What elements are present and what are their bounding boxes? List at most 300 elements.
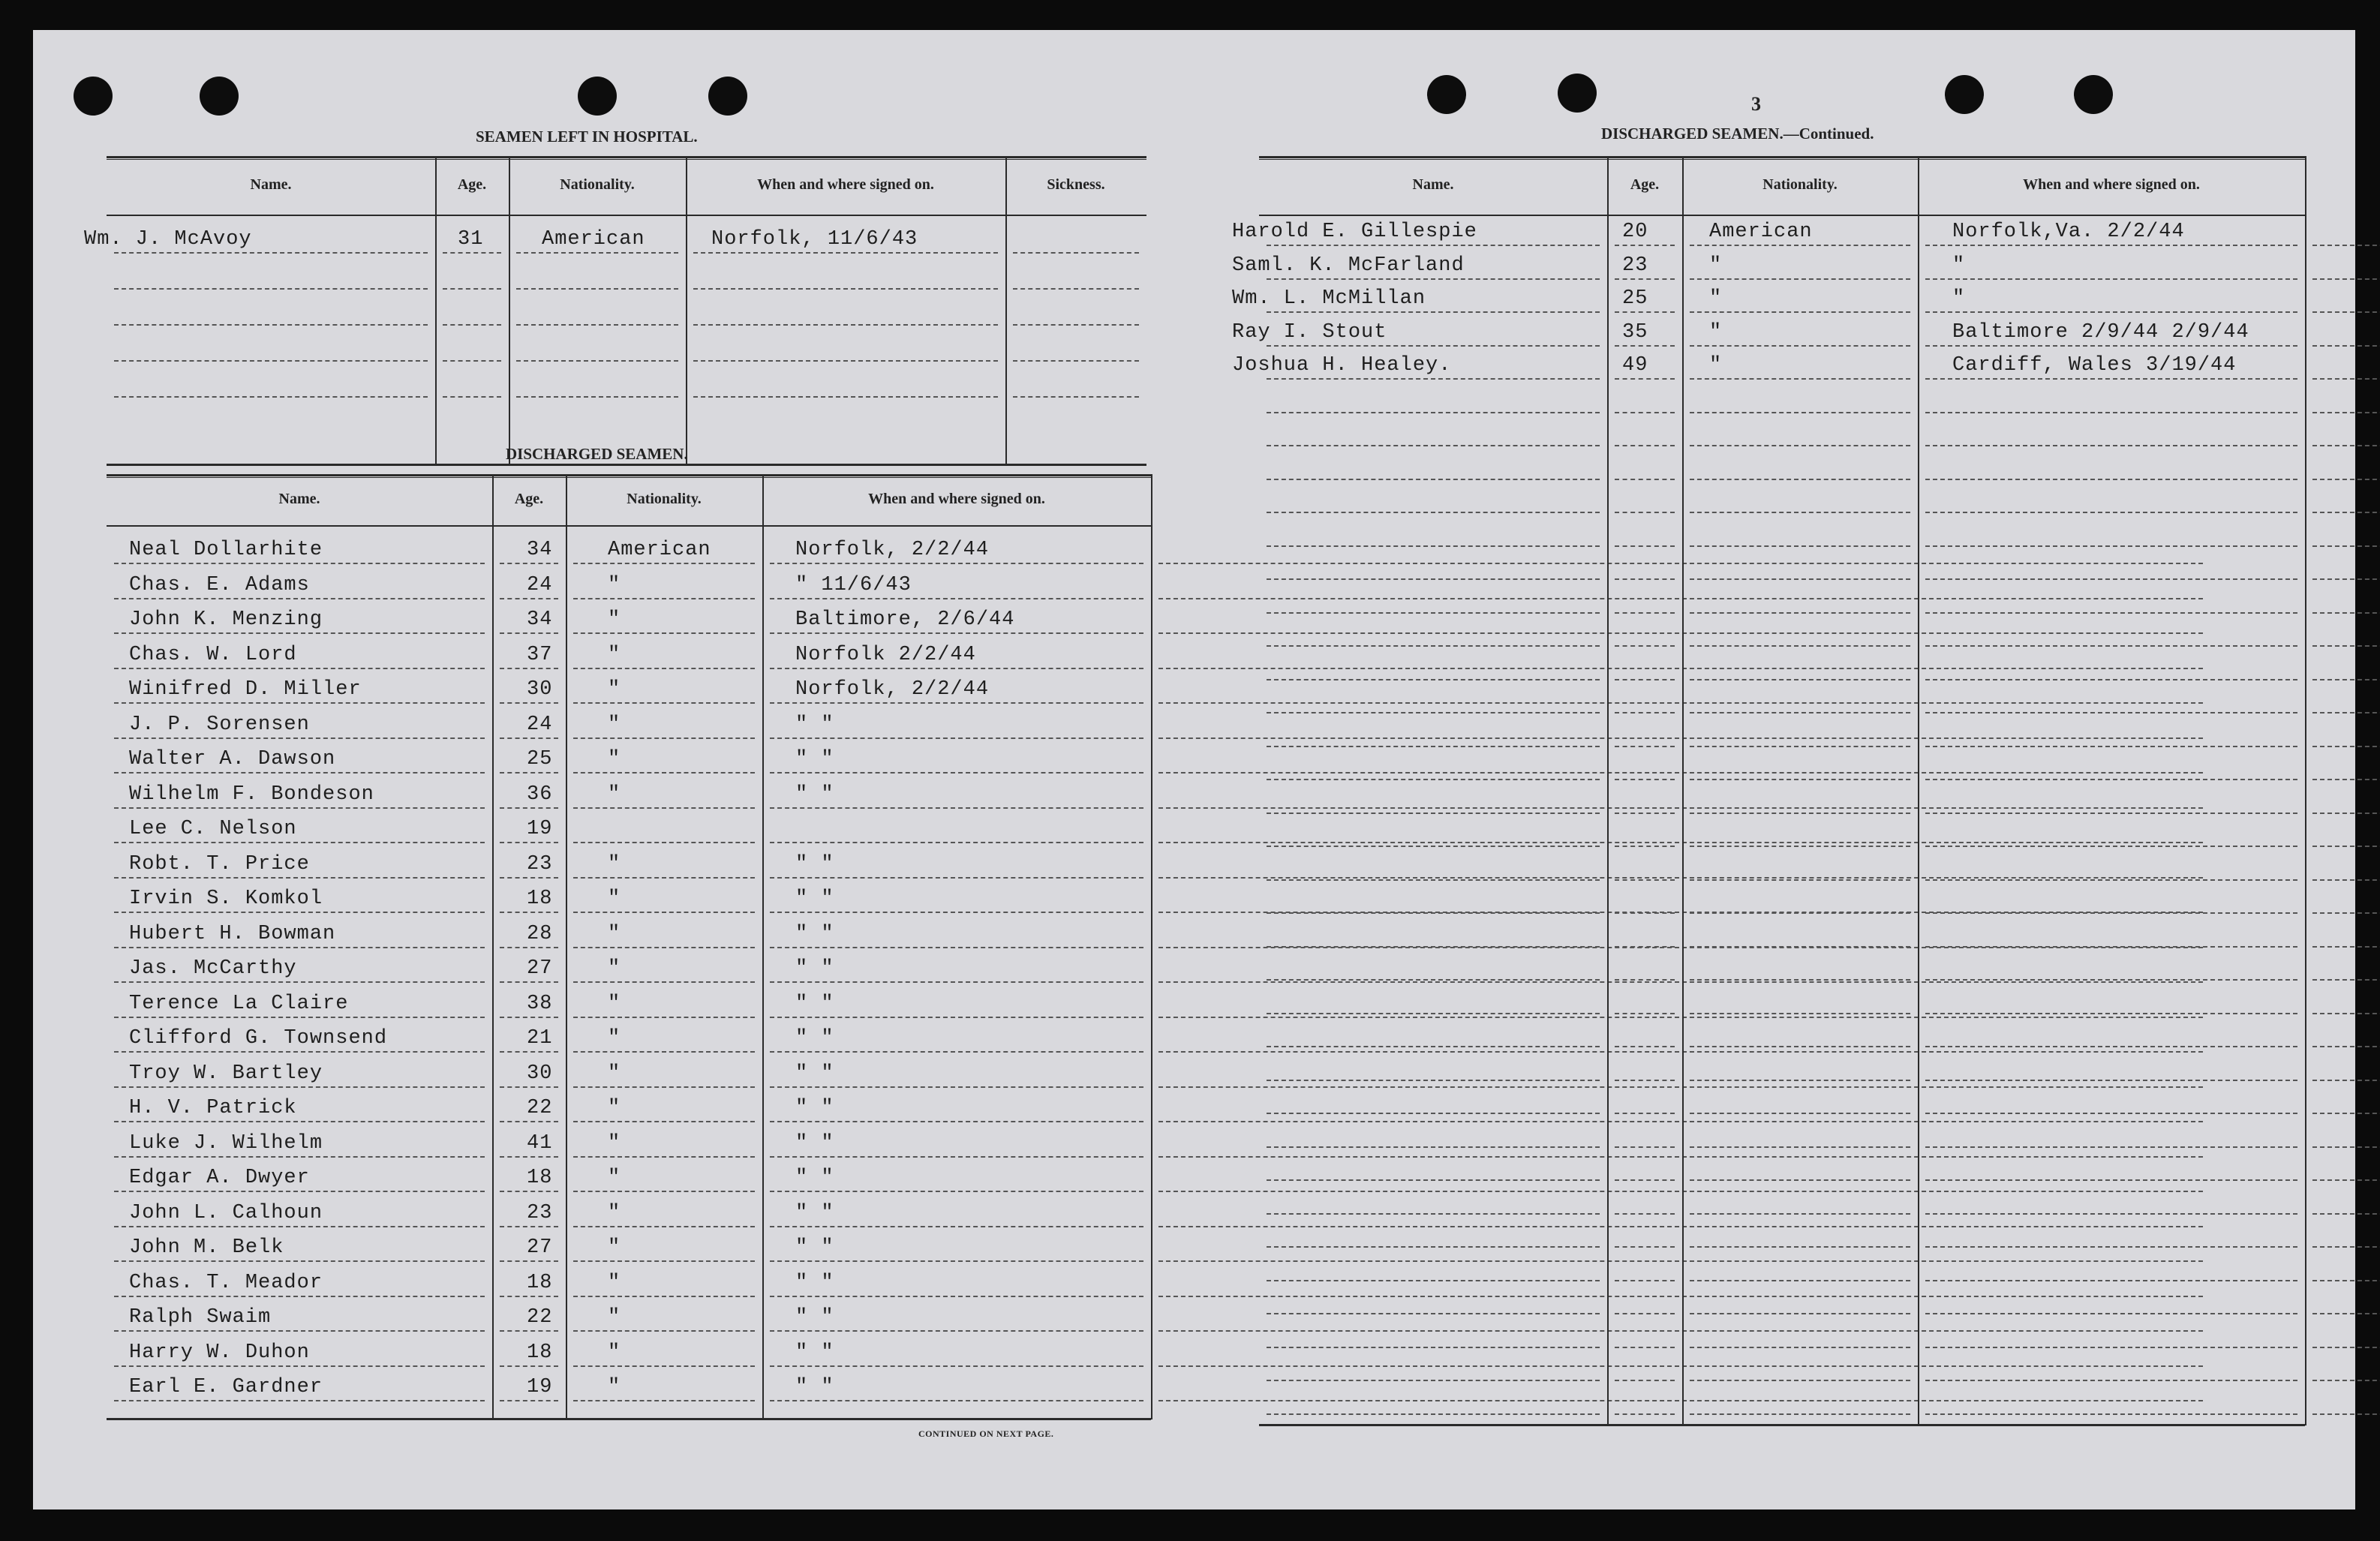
entry-line: [770, 947, 1143, 948]
entry-line: [1690, 813, 1910, 814]
entry-line: [500, 1260, 558, 1262]
age-cell: 18: [527, 1341, 553, 1364]
entry-line: [1690, 846, 1910, 847]
entry-line: [1267, 712, 1600, 713]
entry-line: [1615, 445, 1675, 446]
nationality-cell: ": [608, 678, 621, 701]
name-cell: Walter A. Dawson: [129, 748, 336, 770]
entry-line: [2312, 245, 2380, 246]
column-header: Sickness.: [1047, 176, 1105, 193]
entry-line: [1615, 946, 1675, 948]
entry-line: [1615, 1179, 1675, 1181]
entry-line: [500, 807, 558, 809]
punch-hole: [578, 77, 617, 116]
entry-line: [1615, 1280, 1675, 1281]
entry-line: [443, 252, 501, 254]
entry-line: [500, 1121, 558, 1122]
signed-on-cell: " ": [795, 783, 834, 806]
entry-line: [770, 1121, 1143, 1122]
entry-line: [2312, 378, 2380, 380]
entry-line: [516, 288, 678, 290]
entry-line: [770, 598, 1143, 599]
name-cell: Winifred D. Miller: [129, 678, 362, 701]
entry-line: [1925, 378, 2297, 380]
entry-line: [1925, 1380, 2297, 1381]
entry-line: [516, 396, 678, 398]
column-divider: [566, 474, 567, 1419]
entry-line: [2312, 1013, 2380, 1014]
age-cell: 23: [527, 852, 553, 876]
entry-line: [1267, 512, 1600, 513]
signed-on-cell: " ": [795, 888, 834, 910]
entry-line: [1690, 1146, 1910, 1148]
entry-line: [573, 1156, 755, 1158]
nationality-cell: ": [1709, 320, 1723, 344]
entry-line: [500, 1330, 558, 1332]
entry-line: [770, 1226, 1143, 1227]
entry-line: [114, 1226, 485, 1227]
signed-on-cell: Norfolk, 2/2/44: [795, 678, 990, 701]
entry-line: [500, 1226, 558, 1227]
entry-line: [693, 288, 998, 290]
entry-line: [1690, 1179, 1910, 1181]
entry-line: [770, 772, 1143, 774]
entry-line: [1925, 679, 2297, 680]
entry-line: [770, 842, 1143, 843]
entry-line: [1267, 813, 1600, 814]
signed-on-cell: " ": [795, 1306, 834, 1329]
entry-line: [1267, 412, 1600, 413]
entry-line: [1690, 645, 1910, 647]
name-cell: Neal Dollarhite: [129, 539, 323, 561]
name-cell: Harold E. Gillespie: [1232, 221, 1477, 243]
entry-line: [1690, 779, 1910, 780]
entry-line: [1615, 545, 1675, 547]
signed-on-cell: " ": [795, 1027, 834, 1050]
entry-line: [770, 1330, 1143, 1332]
name-cell: John K. Menzing: [129, 608, 323, 631]
age-cell: 49: [1622, 354, 1648, 377]
age-cell: 18: [527, 1167, 553, 1189]
column-divider: [686, 156, 687, 465]
entry-line: [1267, 378, 1600, 380]
age-cell: 25: [1622, 287, 1648, 310]
entry-line: [1690, 1046, 1910, 1047]
entry-line: [1690, 445, 1910, 446]
name-cell: Lee C. Nelson: [129, 818, 297, 840]
entry-line: [1615, 846, 1675, 847]
entry-line: [2312, 1246, 2380, 1248]
entry-line: [1925, 1046, 2297, 1047]
table-top-rule: [107, 156, 1146, 160]
entry-line: [1615, 779, 1675, 780]
entry-line: [1925, 645, 2297, 647]
entry-line: [573, 1400, 755, 1401]
name-cell: Edgar A. Dwyer: [129, 1167, 310, 1189]
table-top-rule: [1259, 156, 2305, 160]
entry-line: [1267, 545, 1600, 547]
column-header: Age.: [514, 491, 544, 507]
name-cell: Joshua H. Healey.: [1232, 354, 1452, 377]
age-cell: 22: [527, 1097, 553, 1119]
name-cell: Saml. K. McFarland: [1232, 254, 1465, 277]
entry-line: [770, 1400, 1143, 1401]
entry-line: [2312, 712, 2380, 713]
entry-line: [2312, 1080, 2380, 1081]
punch-hole: [1427, 75, 1466, 114]
entry-line: [500, 1296, 558, 1297]
name-cell: Chas. W. Lord: [129, 643, 297, 666]
name-cell: Hubert H. Bowman: [129, 922, 336, 945]
entry-line: [770, 632, 1143, 634]
table-bottom-rule: [1259, 1424, 2305, 1426]
signed-on-cell: " ": [795, 713, 834, 736]
nationality-cell: ": [1709, 354, 1723, 377]
nationality-cell: ": [1709, 254, 1723, 277]
name-cell: John M. Belk: [129, 1236, 284, 1259]
nationality-cell: ": [608, 1306, 621, 1329]
entry-line: [1615, 1146, 1675, 1148]
entry-line: [1925, 311, 2297, 313]
column-divider: [1918, 156, 1919, 1425]
entry-line: [1267, 1213, 1600, 1215]
nationality-cell: ": [608, 608, 621, 631]
nationality-cell: ": [608, 713, 621, 736]
entry-line: [1690, 1080, 1910, 1081]
entry-line: [500, 912, 558, 913]
entry-line: [770, 563, 1143, 564]
entry-line: [2312, 912, 2380, 914]
entry-line: [114, 1086, 485, 1088]
column-divider: [435, 156, 437, 465]
entry-line: [2312, 1313, 2380, 1314]
entry-line: [2312, 1046, 2380, 1047]
entry-line: [1925, 578, 2297, 580]
entry-line: [1690, 1213, 1910, 1215]
signed-on-cell: Norfolk, 2/2/44: [795, 539, 990, 561]
entry-line: [1925, 779, 2297, 780]
entry-line: [770, 1365, 1143, 1367]
entry-line: [1267, 645, 1600, 647]
entry-line: [114, 563, 485, 564]
entry-line: [573, 947, 755, 948]
entry-line: [1615, 912, 1675, 914]
entry-line: [2312, 1347, 2380, 1348]
nationality-cell: ": [608, 1236, 621, 1259]
punch-hole: [1945, 75, 1984, 114]
entry-line: [1690, 1280, 1910, 1281]
entry-line: [114, 1260, 485, 1262]
age-cell: 23: [1622, 254, 1648, 277]
age-cell: 18: [527, 1271, 553, 1294]
entry-line: [2312, 879, 2380, 881]
nationality-cell: American: [1709, 221, 1813, 243]
column-header: Age.: [1630, 176, 1660, 193]
nationality-cell: ": [608, 748, 621, 770]
entry-line: [1267, 879, 1600, 881]
entry-line: [114, 877, 485, 879]
nationality-cell: ": [608, 1097, 621, 1119]
entry-line: [770, 981, 1143, 983]
entry-line: [1267, 979, 1600, 981]
name-cell: Clifford G. Townsend: [129, 1027, 388, 1050]
punch-hole: [1558, 74, 1597, 113]
entry-line: [1615, 479, 1675, 480]
entry-line: [770, 737, 1143, 739]
entry-line: [2312, 679, 2380, 680]
column-header: Nationality.: [1762, 176, 1838, 193]
entry-line: [516, 252, 678, 254]
entry-line: [1925, 1313, 2297, 1314]
entry-line: [1925, 278, 2297, 280]
column-header: When and where signed on.: [868, 491, 1045, 507]
signed-on-cell: " ": [795, 1236, 834, 1259]
entry-line: [1267, 278, 1600, 280]
entry-line: [1925, 979, 2297, 981]
entry-line: [1925, 846, 2297, 847]
age-cell: 35: [1622, 320, 1648, 344]
entry-line: [1267, 1347, 1600, 1348]
entry-line: [573, 877, 755, 879]
name-cell: H. V. Patrick: [129, 1097, 297, 1119]
age-cell: 31: [458, 228, 484, 251]
nationality-cell: ": [608, 1376, 621, 1398]
entry-line: [1267, 1380, 1600, 1381]
entry-line: [500, 1017, 558, 1018]
entry-line: [500, 947, 558, 948]
age-cell: 25: [527, 748, 553, 770]
entry-line: [2312, 979, 2380, 981]
entry-line: [2312, 412, 2380, 413]
column-header: Age.: [457, 176, 487, 193]
entry-line: [1615, 345, 1675, 347]
entry-line: [770, 1017, 1143, 1018]
entry-line: [1690, 479, 1910, 480]
entry-line: [1690, 946, 1910, 948]
nationality-cell: ": [608, 1062, 621, 1085]
entry-line: [1690, 1347, 1910, 1348]
entry-line: [1615, 1013, 1675, 1014]
entry-line: [2312, 1280, 2380, 1281]
entry-line: [1690, 311, 1910, 313]
entry-line: [1615, 679, 1675, 680]
entry-line: [1615, 412, 1675, 413]
nationality-cell: ": [608, 573, 621, 596]
entry-line: [573, 702, 755, 704]
entry-line: [1690, 278, 1910, 280]
entry-line: [1267, 578, 1600, 580]
entry-line: [1615, 1246, 1675, 1248]
entry-line: [2312, 278, 2380, 280]
entry-line: [1925, 445, 2297, 446]
entry-line: [1267, 912, 1600, 914]
entry-line: [1925, 245, 2297, 246]
entry-line: [573, 1296, 755, 1297]
entry-line: [2312, 612, 2380, 614]
entry-line: [1690, 1313, 1910, 1314]
entry-line: [516, 360, 678, 362]
nationality-cell: ": [608, 1341, 621, 1364]
name-cell: Wm. J. McAvoy: [84, 228, 252, 251]
entry-line: [500, 842, 558, 843]
header-rule: [1259, 215, 2305, 216]
entry-line: [1925, 1413, 2297, 1415]
name-cell: Chas. T. Meador: [129, 1271, 323, 1294]
age-cell: 19: [527, 818, 553, 840]
entry-line: [114, 947, 485, 948]
entry-line: [1267, 1280, 1600, 1281]
entry-line: [1925, 1146, 2297, 1148]
name-cell: Ralph Swaim: [129, 1306, 272, 1329]
header-rule: [107, 215, 1146, 216]
signed-on-cell: " ": [795, 852, 834, 876]
entry-line: [114, 702, 485, 704]
age-cell: 24: [527, 713, 553, 736]
entry-line: [114, 1121, 485, 1122]
entry-line: [1925, 1013, 2297, 1014]
signed-on-cell: " 11/6/43: [795, 573, 912, 596]
entry-line: [1615, 311, 1675, 313]
entry-line: [1925, 412, 2297, 413]
entry-line: [573, 1365, 755, 1367]
entry-line: [1925, 746, 2297, 747]
age-cell: 24: [527, 573, 553, 596]
column-divider: [1005, 156, 1007, 465]
name-cell: Harry W. Duhon: [129, 1341, 310, 1364]
name-cell: Jas. McCarthy: [129, 957, 297, 980]
entry-line: [1690, 979, 1910, 981]
entry-line: [114, 598, 485, 599]
entry-line: [443, 324, 501, 326]
entry-line: [114, 981, 485, 983]
entry-line: [770, 1086, 1143, 1088]
entry-line: [770, 912, 1143, 913]
entry-line: [1925, 479, 2297, 480]
entry-line: [1615, 1347, 1675, 1348]
entry-line: [500, 702, 558, 704]
entry-line: [2312, 1113, 2380, 1114]
signed-on-cell: Baltimore, 2/6/44: [795, 608, 1015, 631]
signed-on-cell: " ": [795, 1097, 834, 1119]
entry-line: [1925, 1113, 2297, 1114]
name-cell: Troy W. Bartley: [129, 1062, 323, 1085]
entry-line: [114, 668, 485, 669]
entry-line: [1925, 912, 2297, 914]
entry-line: [114, 1017, 485, 1018]
continued-table: [1232, 156, 2305, 1425]
header-rule: [107, 525, 1151, 527]
signed-on-cell: " ": [795, 1062, 834, 1085]
entry-line: [573, 912, 755, 913]
name-cell: Earl E. Gardner: [129, 1376, 323, 1398]
column-divider: [509, 156, 510, 465]
entry-line: [693, 360, 998, 362]
document-sheet: [33, 30, 2355, 1509]
entry-line: [1925, 712, 2297, 713]
nationality-cell: ": [608, 1271, 621, 1294]
entry-line: [2312, 1413, 2380, 1415]
entry-line: [1690, 545, 1910, 547]
signed-on-cell: " ": [795, 1131, 834, 1155]
entry-line: [573, 1191, 755, 1192]
entry-line: [1615, 813, 1675, 814]
entry-line: [500, 1156, 558, 1158]
page-number: 3: [1751, 93, 1761, 115]
entry-line: [2312, 1146, 2380, 1148]
continued-note: CONTINUED ON NEXT PAGE.: [918, 1428, 1054, 1439]
entry-line: [114, 1296, 485, 1297]
nationality-cell: American: [608, 539, 711, 561]
entry-line: [1013, 360, 1139, 362]
entry-line: [2312, 1179, 2380, 1181]
entry-line: [1267, 1413, 1600, 1415]
entry-line: [1267, 779, 1600, 780]
nationality-cell: ": [608, 922, 621, 945]
entry-line: [500, 772, 558, 774]
name-cell: Luke J. Wilhelm: [129, 1131, 323, 1155]
column-divider: [762, 474, 764, 1419]
column-divider: [1151, 474, 1152, 1419]
name-cell: Robt. T. Price: [129, 852, 310, 876]
entry-line: [443, 396, 501, 398]
nationality-cell: ": [608, 992, 621, 1015]
entry-line: [1925, 813, 2297, 814]
entry-line: [2312, 813, 2380, 814]
signed-on-cell: " ": [795, 1201, 834, 1224]
entry-line: [1690, 1246, 1910, 1248]
entry-line: [1267, 1179, 1600, 1181]
column-header: Nationality.: [627, 491, 702, 507]
column-header: When and where signed on.: [2023, 176, 2200, 193]
signed-on-cell: " ": [795, 1341, 834, 1364]
entry-line: [1690, 1413, 1910, 1415]
column-header: Nationality.: [560, 176, 635, 193]
continued-section-title: DISCHARGED SEAMEN.—Continued.: [1601, 125, 1874, 143]
nationality-cell: ": [608, 888, 621, 910]
entry-line: [1925, 1347, 2297, 1348]
entry-line: [516, 324, 678, 326]
name-cell: Chas. E. Adams: [129, 573, 310, 596]
entry-line: [1013, 324, 1139, 326]
age-cell: 27: [527, 1236, 553, 1259]
entry-line: [1267, 946, 1600, 948]
entry-line: [1925, 1080, 2297, 1081]
nationality-cell: ": [608, 643, 621, 666]
entry-line: [573, 1121, 755, 1122]
entry-line: [1615, 612, 1675, 614]
punch-hole: [708, 77, 747, 116]
entry-line: [573, 668, 755, 669]
entry-line: [1690, 679, 1910, 680]
entry-line: [114, 324, 428, 326]
entry-line: [573, 772, 755, 774]
entry-line: [500, 1086, 558, 1088]
name-cell: John L. Calhoun: [129, 1201, 323, 1224]
entry-line: [573, 1226, 755, 1227]
age-cell: 20: [1622, 221, 1648, 243]
name-cell: J. P. Sorensen: [129, 713, 310, 736]
entry-line: [1690, 512, 1910, 513]
entry-line: [114, 772, 485, 774]
entry-line: [500, 563, 558, 564]
entry-line: [1615, 578, 1675, 580]
signed-on-cell: Norfolk,Va. 2/2/44: [1952, 221, 2185, 243]
entry-line: [114, 360, 428, 362]
age-cell: 18: [527, 888, 553, 910]
entry-line: [1690, 1013, 1910, 1014]
entry-line: [1267, 311, 1600, 313]
entry-line: [500, 1051, 558, 1053]
